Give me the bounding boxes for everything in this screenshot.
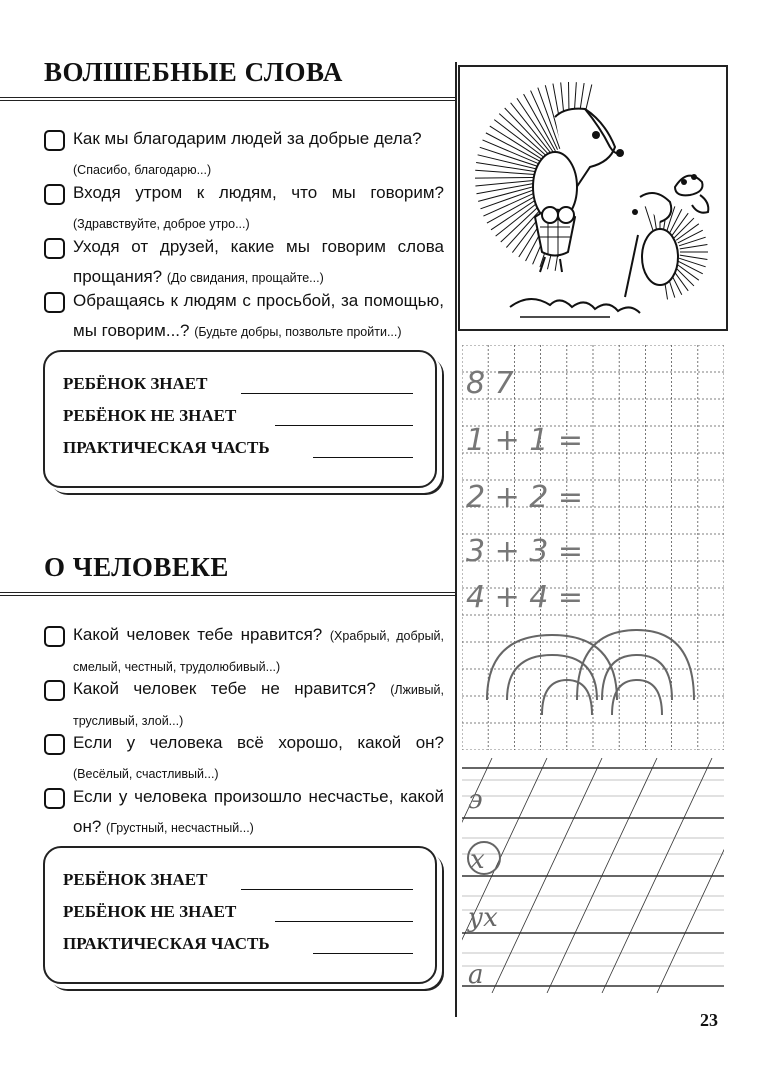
checkbox[interactable] — [44, 626, 65, 647]
column-divider — [455, 62, 457, 1017]
checkbox[interactable] — [44, 788, 65, 809]
hedgehogs-illustration — [458, 65, 728, 331]
page-number: 23 — [700, 1010, 718, 1030]
math-line: 8 7 — [466, 366, 514, 401]
copy-letter: х — [470, 845, 485, 875]
copy-letter: ух — [468, 903, 498, 933]
question-item: Если у человека произошло несчастье, какой он? (Грустный, несчастный...) — [44, 782, 444, 843]
section-rule — [0, 592, 455, 596]
checkbox[interactable] — [44, 184, 65, 205]
hedgehog-drawing — [460, 67, 726, 329]
grid-paper — [462, 345, 724, 750]
question-item: Обращаясь к людям с просьбой, за помощью, мы говорим...? (Будьте добры, позвольте пройти...) — [44, 286, 444, 347]
section-rule — [0, 97, 455, 101]
math-line: 4 + 4 = — [466, 580, 584, 615]
math-line: 3 + 3 = — [466, 534, 584, 569]
copy-letter: э — [468, 785, 483, 815]
copybook-exercise — [462, 758, 724, 993]
section-title-magic-words: ВОЛШЕБНЫЕ СЛОВА — [44, 57, 343, 87]
question-item: Как мы благодарим людей за добрые дела? (Спасибо, благодарю...) — [44, 124, 444, 185]
copybook-lines — [462, 758, 724, 993]
arch-pattern — [487, 630, 694, 715]
assessment-card: РЕБЁНОК ЗНАЕТ РЕБЁНОК НЕ ЗНАЕТ ПРАКТИЧЕСКАЯ ЧАСТЬ — [43, 846, 437, 984]
question-item: Входя утром к людям, что мы говорим? (Здравствуйте, доброе утро...) — [44, 178, 444, 239]
question-item: Уходя от друзей, какие мы говорим слова прощания? (До свидания, прощайте...) — [44, 232, 444, 293]
checkbox[interactable] — [44, 130, 65, 151]
checkbox[interactable] — [44, 680, 65, 701]
question-item: Какой человек тебе нравится? (Храбрый, добрый, смелый, честный, трудолюбивый...) — [44, 620, 444, 682]
section-title-about-person: О ЧЕЛОВЕКЕ — [44, 552, 229, 582]
math-grid-exercise — [462, 345, 724, 750]
math-line: 1 + 1 = — [466, 423, 584, 458]
assessment-card: РЕБЁНОК ЗНАЕТ РЕБЁНОК НЕ ЗНАЕТ ПРАКТИЧЕСКАЯ ЧАСТЬ — [43, 350, 437, 488]
checkbox[interactable] — [44, 238, 65, 259]
checkbox[interactable] — [44, 734, 65, 755]
question-item: Если у человека всё хорошо, какой он? (Весёлый, счастливый...) — [44, 728, 444, 789]
checkbox[interactable] — [44, 292, 65, 313]
copy-letter: а — [468, 960, 484, 990]
math-line: 2 + 2 = — [466, 480, 584, 515]
question-item: Какой человек тебе не нравится? (Лживый, трусливый, злой...) — [44, 674, 444, 736]
